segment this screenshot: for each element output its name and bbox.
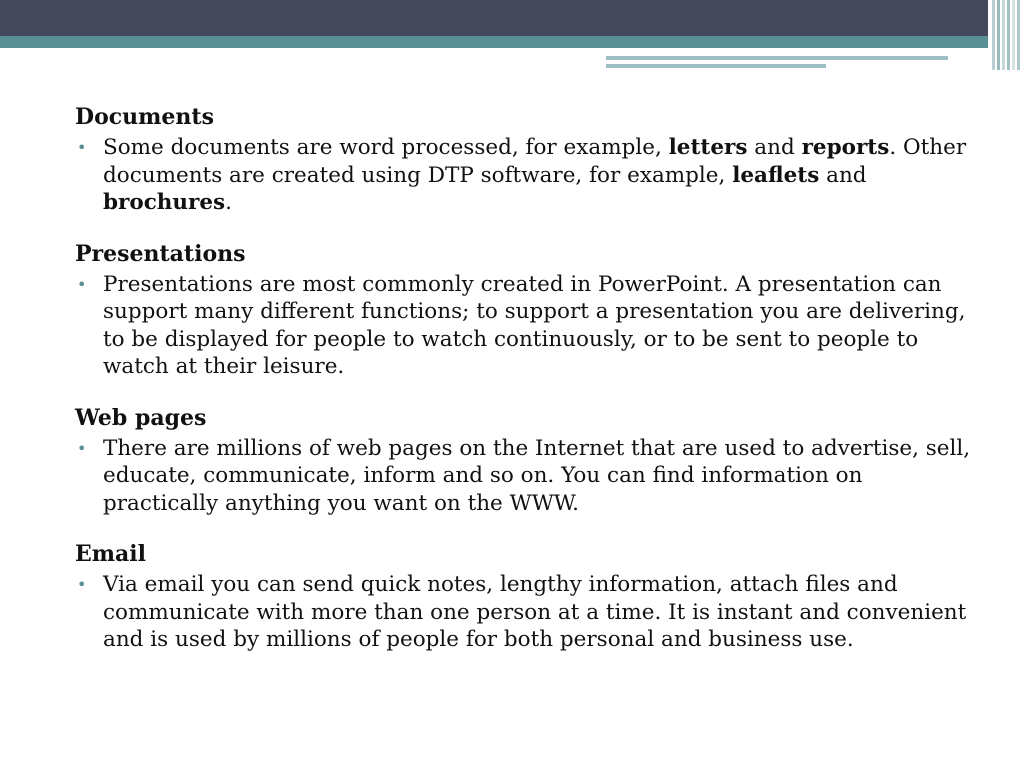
bullet-text-run: and bbox=[819, 162, 867, 188]
bullet-text-run: There are millions of web pages on the Internet that are used to advertise, sell, educate, communicate, inform and so on. You can find information on practically anything you want on the WWW. bbox=[103, 435, 971, 516]
bullet-icon: • bbox=[77, 575, 87, 594]
bullet-icon: • bbox=[77, 438, 87, 458]
emphasized-term: leaflets bbox=[732, 162, 820, 188]
section-web-pages bbox=[75, 403, 975, 518]
section-presentations bbox=[75, 239, 975, 381]
bullet-text-run: . bbox=[225, 190, 233, 215]
bullet-text-run: Some documents are word processed, for example, bbox=[103, 135, 669, 160]
emphasized-term: letters bbox=[668, 135, 748, 160]
emphasized-term: brochures bbox=[103, 190, 226, 215]
section-heading: Web pages bbox=[75, 404, 207, 431]
section-documents bbox=[75, 102, 975, 217]
bullet-item bbox=[75, 571, 975, 654]
slide-content bbox=[75, 102, 975, 676]
bullet-text-run: Presentations are most commonly created in PowerPoint. A presentation can support many different functions; to support a presentation you are delivering, to be displayed for people to watch continuously, or to be sent to people to watch at their leisure. bbox=[103, 271, 966, 379]
bullet-text-run: and bbox=[747, 135, 802, 160]
slide-accent-bar bbox=[0, 36, 1024, 48]
decorative-stripe bbox=[992, 0, 995, 70]
bullet-text bbox=[103, 272, 965, 380]
bullet-text-run: Via email you can send quick notes, lengthy information, attach files and communicate with more than one person at a time. It is instant and convenient and is used by millions of people for both personal and business use. bbox=[103, 572, 967, 652]
slide-header-band bbox=[0, 0, 1024, 36]
decorative-line bbox=[606, 64, 826, 68]
section-heading: Email bbox=[75, 541, 147, 567]
decorative-stripe bbox=[1012, 0, 1015, 70]
decorative-stripe bbox=[1017, 0, 1020, 70]
bullet-item bbox=[75, 134, 975, 217]
bullet-item bbox=[75, 435, 975, 518]
decorative-line bbox=[606, 56, 948, 60]
bullet-text bbox=[103, 135, 966, 215]
bullet-icon: • bbox=[77, 138, 87, 157]
bullet-text bbox=[103, 572, 966, 652]
decorative-stripe bbox=[1007, 0, 1010, 70]
decorative-stripe bbox=[1002, 0, 1005, 70]
bullet-item bbox=[75, 271, 975, 381]
bullet-icon: • bbox=[77, 274, 87, 294]
section-heading: Documents bbox=[75, 104, 214, 130]
section-heading: Presentations bbox=[75, 240, 246, 267]
emphasized-term: reports bbox=[801, 135, 890, 160]
decorative-stripe bbox=[997, 0, 1000, 70]
bullet-text-run: . Other documents are created using DTP software, for example, bbox=[103, 135, 967, 188]
bullet-text bbox=[103, 436, 970, 516]
section-email bbox=[75, 539, 975, 654]
